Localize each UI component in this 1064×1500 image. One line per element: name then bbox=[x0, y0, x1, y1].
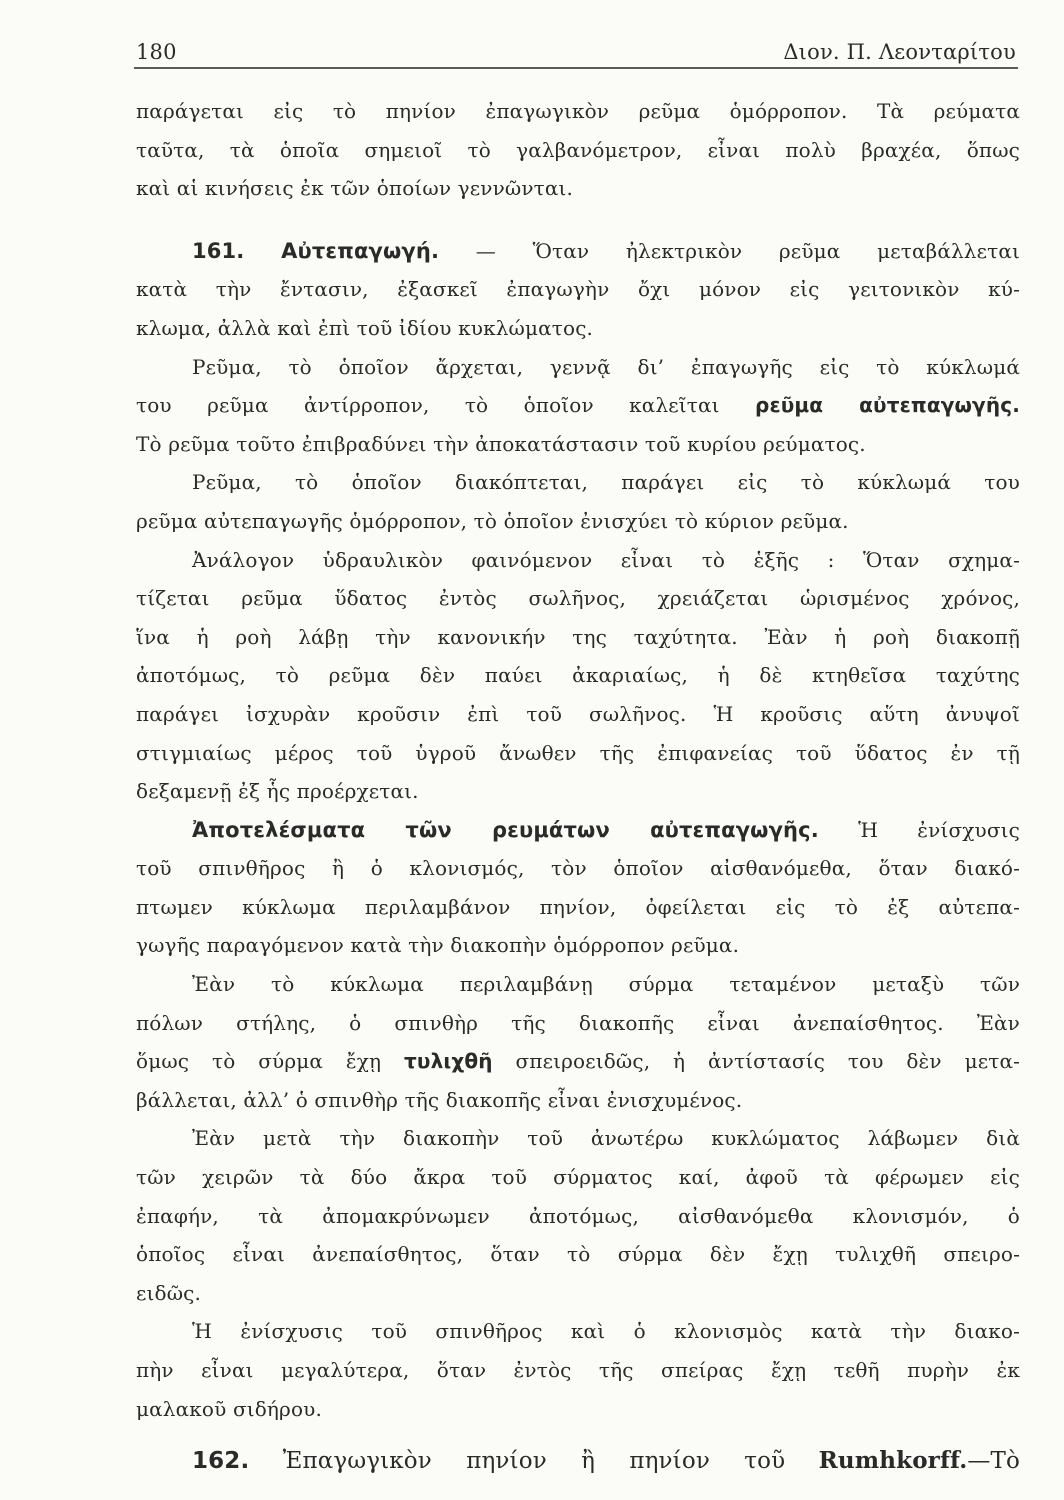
bold-term: τυλιχθῆ bbox=[404, 1049, 493, 1074]
text-line: παράγει ἰσχυρὰν κροῦσιν ἐπὶ τοῦ σωλῆνος. Ἡ κροῦσις αὕτη ἀνυψοῖ bbox=[136, 701, 1020, 726]
text-line: ἐπαφήν, τὰ ἀπομακρύνωμεν ἀποτόμως, αἰσθανόμεθα κλονισμόν, ὁ bbox=[136, 1203, 1020, 1228]
text-line: δεξαμενῇ ἐξ ἧς προέρχεται. bbox=[136, 779, 419, 804]
text-line: βάλλεται, ἀλλ’ ὁ σπινθὴρ τῆς διακοπῆς εἶναι ἐνισχυμένος. bbox=[136, 1087, 743, 1112]
section-number: 161. bbox=[192, 238, 245, 263]
text-run: ὅμως τὸ σύρμα ἔχῃ bbox=[136, 1049, 382, 1074]
text-line: γωγῆς παραγόμενον κατὰ τὴν διακοπὴν ὁμόρροπον ρεῦμα. bbox=[136, 933, 740, 958]
running-head: Διον. Π. Λεονταρίτου bbox=[783, 40, 1016, 64]
page-body bbox=[136, 92, 1020, 1481]
text-line: καὶ αἱ κινήσεις ἐκ τῶν ὁποίων γεννῶνται. bbox=[136, 176, 574, 201]
subheading-line bbox=[136, 811, 1020, 850]
person-name: Rumhkorff. bbox=[818, 1447, 968, 1475]
section-gap bbox=[136, 208, 1020, 232]
text-line: μαλακοῦ σιδήρου. bbox=[136, 1396, 322, 1421]
section-162-heading-line bbox=[136, 1442, 1020, 1481]
text-line: Ρεῦμα, τὸ ὁποῖον ἄρχεται, γεννᾷ δι’ ἐπαγωγῆς εἰς τὸ κύκλωμά bbox=[192, 354, 1020, 379]
page-header bbox=[136, 36, 1016, 70]
text-run: σπειροειδῶς, ἡ ἀντίστασίς του δὲν μετα- bbox=[515, 1049, 1021, 1074]
text-line: στιγμιαίως μέρος τοῦ ὑγροῦ ἄνωθεν τῆς ἐπιφανείας τοῦ ὕδατος ἐν τῇ bbox=[136, 740, 1020, 765]
text-line: πόλων στήλης, ὁ σπινθὴρ τῆς διακοπῆς εἶναι ἀνεπαίσθητος. Ἐὰν bbox=[136, 1010, 1020, 1035]
text-line: τίζεται ρεῦμα ὕδατος ἐντὸς σωλῆνος, χρειάζεται ὡρισμένος χρόνος, bbox=[136, 586, 1020, 611]
text-run: Ἡ ἐνίσχυσις bbox=[858, 817, 1020, 842]
text-line: ρεῦμα αὐτεπαγωγῆς ὁμόρροπον, τὸ ὁποῖον ἐνισχύει τὸ κύριον ρεῦμα. bbox=[136, 508, 849, 533]
subsection-title: Ἀποτελέσματα τῶν ρευμάτων αὐτεπαγωγῆς. bbox=[192, 817, 819, 842]
text-run: του ρεῦμα ἀντίρροπον, τὸ ὁποῖον καλεῖται bbox=[136, 393, 720, 418]
page-number: 180 bbox=[136, 40, 177, 64]
text-line: ταῦτα, τὰ ὁποῖα σημειοῖ τὸ γαλβανόμετρον, εἶναι πολὺ βραχέα, ὅπως bbox=[136, 137, 1020, 162]
text-line: Ἡ ἐνίσχυσις τοῦ σπινθῆρος καὶ ὁ κλονισμὸς κατὰ τὴν διακο- bbox=[192, 1319, 1020, 1344]
text-line: παράγεται εἰς τὸ πηνίον ἐπαγωγικὸν ρεῦμα ὁμόρροπον. Τὰ ρεύματα bbox=[136, 99, 1020, 123]
text-line: κλωμα, ἀλλὰ καὶ ἐπὶ τοῦ ἰδίου κυκλώματος. bbox=[136, 315, 594, 340]
text-run: —Τὸ bbox=[967, 1448, 1021, 1475]
section-161-heading-line bbox=[136, 232, 1020, 271]
text-line: Τὸ ρεῦμα τοῦτο ἐπιβραδύνει τὴν ἀποκατάστασιν τοῦ κυρίου ρεύματος. bbox=[136, 431, 866, 456]
text-line: Ρεῦμα, τὸ ὁποῖον διακόπτεται, παράγει εἰς τὸ κύκλωμά του bbox=[192, 470, 1020, 495]
text-line: κατὰ τὴν ἔντασιν, ἐξασκεῖ ἐπαγωγὴν ὄχι μόνον εἰς γειτονικὸν κύ- bbox=[136, 277, 1020, 302]
text-line: ειδῶς. bbox=[136, 1280, 202, 1305]
text-line: Ἐὰν τὸ κύκλωμα περιλαμβάνῃ σύρμα τεταμένον μεταξὺ τῶν bbox=[192, 972, 1020, 997]
text-line: ὁποῖος εἶναι ἀνεπαίσθητος, ὅταν τὸ σύρμα δὲν ἔχῃ τυλιχθῆ σπειρο- bbox=[136, 1242, 1020, 1267]
text-line: Ἀνάλογον ὑδραυλικὸν φαινόμενον εἶναι τὸ ἑξῆς : Ὅταν σχημα- bbox=[192, 547, 1020, 572]
text-line: πὴν εἶναι μεγαλύτερα, ὅταν ἐντὸς τῆς σπείρας ἔχῃ τεθῆ πυρὴν ἐκ bbox=[136, 1358, 1020, 1382]
text-line: Ἐὰν μετὰ τὴν διακοπὴν τοῦ ἀνωτέρω κυκλώματος λάβωμεν διὰ bbox=[192, 1126, 1020, 1151]
header-rule bbox=[134, 67, 1018, 69]
text-line: ἀποτόμως, τὸ ρεῦμα δὲν παύει ἀκαριαίως, ἡ δὲ κτηθεῖσα ταχύτης bbox=[136, 663, 1020, 688]
text-run: — Ὅταν ἠλεκτρικὸν ρεῦμα μεταβάλλεται bbox=[475, 238, 1021, 263]
text-line-with-term bbox=[136, 1042, 1020, 1081]
text-line: ἵνα ἡ ροὴ λάβῃ τὴν κανονικήν της ταχύτητα. Ἐὰν ἡ ροὴ διακοπῇ bbox=[136, 624, 1020, 649]
section-title: Αὐτεπαγωγή. bbox=[281, 238, 440, 263]
text-line: πτωμεν κύκλωμα περιλαμβάνον πηνίον, ὀφείλεται εἰς τὸ ἐξ αὐτεπα- bbox=[136, 894, 1020, 919]
section-gap bbox=[136, 1428, 1020, 1442]
text-line: τοῦ σπινθῆρος ἢ ὁ κλονισμός, τὸν ὁποῖον αἰσθανόμεθα, ὅταν διακό- bbox=[136, 856, 1020, 881]
text-line-with-term bbox=[136, 386, 1020, 425]
section-title: Ἐπαγωγικὸν πηνίον ἢ πηνίον τοῦ bbox=[282, 1448, 786, 1475]
section-number: 162. bbox=[192, 1448, 250, 1475]
bold-term: ρεῦμα αὐτεπαγωγῆς. bbox=[755, 393, 1020, 418]
text-line: τῶν χειρῶν τὰ δύο ἄκρα τοῦ σύρματος καί, ἀφοῦ τὰ φέρωμεν εἰς bbox=[136, 1165, 1020, 1190]
